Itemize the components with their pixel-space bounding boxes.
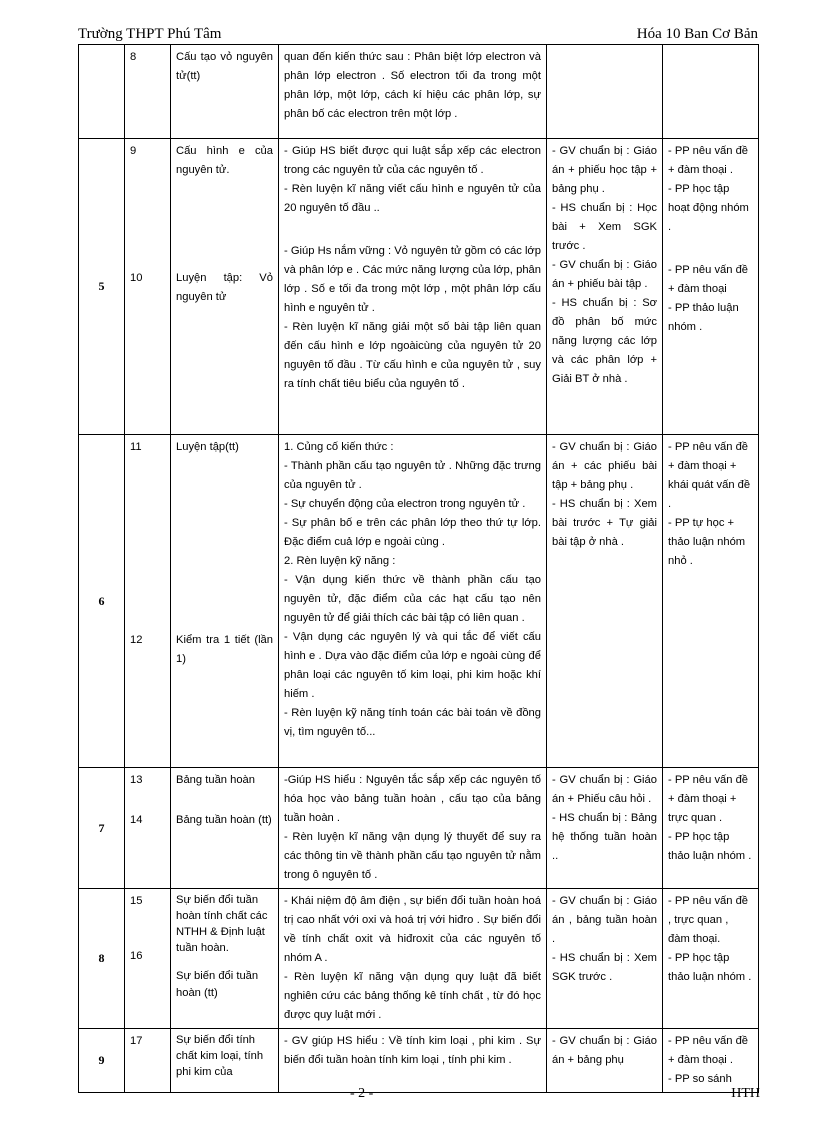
lesson-prep <box>547 1029 663 1093</box>
lesson-topic: Sự biến đổi tuần hoàn (tt) <box>176 970 259 999</box>
prep-line: - HS chuẩn bị : Xem bài trước + Tự giải bài tập ở nhà . <box>552 498 657 548</box>
lesson-prep <box>547 889 663 1029</box>
lesson-topic: Bảng tuần hoàn (tt) <box>176 814 272 826</box>
header-subject: Hóa 10 Ban Cơ Bản <box>636 26 758 42</box>
lesson-methods <box>663 1029 759 1093</box>
lesson-number: 14 <box>130 814 143 826</box>
week-number: 9 <box>79 1029 125 1093</box>
lesson-goals <box>279 1029 547 1093</box>
prep-line: - GV chuẩn bị : Giáo án + Phiếu câu hỏi . <box>552 774 657 805</box>
lesson-topic: Bảng tuần hoàn <box>176 774 256 786</box>
method-line: - PP nêu vấn đề + đàm thoại + trực quan . <box>668 774 749 824</box>
page-number: - 2 - <box>350 1086 374 1101</box>
week-number: 8 <box>79 889 125 1029</box>
method-line: - PP nêu vấn đề + đàm thoại + khái quát vấn đề . <box>668 441 751 510</box>
footer-author: HTH <box>731 1086 760 1101</box>
lesson-goals <box>279 435 547 768</box>
prep-line: - HS chuẩn bị : Xem SGK trước . <box>552 952 657 983</box>
goal-line: - Khái niệm độ âm điện , sự biến đổi tuần hoàn hoá trị cao nhất với oxi và hoá trị với hiđro . Sự biến đổi về tính chất oxit và hiđroxit của các nguyên tố nhóm A . <box>284 895 541 964</box>
week-cell <box>79 45 125 139</box>
table-row <box>79 435 759 768</box>
goal-line: - GV giúp HS hiểu : Về tính kim loại , phi kim . Sự biến đổi tuần hoàn tính kim loại , tính phi kim . <box>284 1035 541 1066</box>
goal-line: - Rèn luyện kỹ năng tính toán các bài toán về đồng vị, tìm nguyên tố... <box>284 707 541 738</box>
week-number: 7 <box>79 768 125 889</box>
lesson-plan-table <box>78 44 759 1093</box>
lesson-topic: Sự biến đổi tuần hoàn tính chất các NTHH & Định luật tuần hoàn. <box>176 894 268 954</box>
lesson-topic-cell <box>171 435 279 768</box>
lesson-methods <box>663 889 759 1029</box>
prep-line: - GV chuẩn bị : Giáo án , bảng tuần hoàn . <box>552 895 657 945</box>
table-row <box>79 45 759 139</box>
lesson-prep <box>547 768 663 889</box>
lesson-number: 9 <box>130 145 137 157</box>
method-line: - PP tự học + thảo luận nhóm nhỏ . <box>668 517 746 567</box>
goal-line: - Vận dụng kiến thức về thành phần cấu tạo nguyên tử, đặc điểm của các hạt cấu tạo nên nguyên tử để giải thích các bài tập có liên quan . <box>284 574 541 624</box>
lesson-prep <box>547 45 663 139</box>
goal-line: - Sự chuyển động của electron trong nguyên tử . <box>284 498 526 510</box>
prep-line: - GV chuẩn bị : Giáo án + bảng phụ <box>552 1035 657 1066</box>
goal-line: -Giúp HS hiểu : Nguyên tắc sắp xếp các nguyên tố hóa học vào bảng tuần hoàn , cấu tạo của bảng tuần hoàn . <box>284 774 541 824</box>
lesson-topic: Luyện tập: Vỏ nguyên tử <box>176 272 273 303</box>
goal-line: - Rèn luyện kĩ năng vận dụng quy luật đã biết nghiên cứu các bảng thống kê tính chất , từ đó học được quy luật mới . <box>284 971 541 1021</box>
table-row <box>79 1029 759 1093</box>
lesson-number-cell <box>125 435 171 768</box>
prep-line: - GV chuẩn bị : Giáo án + phiếu bài tập . <box>552 259 657 290</box>
lesson-topic-cell <box>171 768 279 889</box>
prep-line: - HS chuẩn bị : Học bài + Xem SGK trước . <box>552 202 657 252</box>
lesson-topic-cell <box>171 139 279 435</box>
lesson-number: 10 <box>130 272 143 284</box>
lesson-methods <box>663 139 759 435</box>
lesson-prep <box>547 139 663 435</box>
lesson-goals <box>279 139 547 435</box>
lesson-number: 11 <box>130 441 142 453</box>
goal-line: 1. Củng cố kiến thức : <box>284 441 394 453</box>
lesson-number: 13 <box>130 774 143 786</box>
prep-line: - GV chuẩn bị : Giáo án + các phiếu bài tập + bảng phụ . <box>552 441 657 491</box>
lesson-number-cell <box>125 889 171 1029</box>
method-line: - PP học tập hoạt động nhóm . <box>668 183 749 233</box>
lesson-goals: quan đến kiến thức sau : Phân biệt lớp electron và phân lớp electron . Số electron tối đa trong một phân lớp, một lớp, cách kí hiệu các phân lớp, sự phân bố các electron trên một lớp . <box>279 45 547 139</box>
lesson-topic: Cấu tạo vỏ nguyên tử(tt) <box>171 45 279 139</box>
lesson-number: 16 <box>130 950 143 962</box>
method-line: - PP học tập thảo luận nhóm . <box>668 952 752 983</box>
table-row <box>79 139 759 435</box>
lesson-number: 17 <box>125 1029 171 1093</box>
table-row <box>79 889 759 1029</box>
goal-line: - Sự phân bố e trên các phân lớp theo thứ tự lớp. Đặc điểm cuả lớp e ngoài cùng . <box>284 517 541 548</box>
lesson-topic: Kiểm tra 1 tiết (lần 1) <box>176 634 273 665</box>
lesson-topic: Sự biến đổi tính chất kim loại, tính phi kim của <box>171 1029 279 1093</box>
lesson-prep <box>547 435 663 768</box>
lesson-topic-cell <box>171 889 279 1029</box>
goal-line: - Giúp HS biết được qui luật sắp xếp các electron trong các nguyên tử của các nguyên tố . <box>284 145 541 176</box>
method-line: - PP thảo luận nhóm . <box>668 302 739 333</box>
lesson-number-cell <box>125 139 171 435</box>
method-line: - PP so sánh <box>668 1073 732 1085</box>
prep-line: - HS chuẩn bị : Bảng hệ thống tuần hoàn .. <box>552 812 657 862</box>
lesson-methods <box>663 435 759 768</box>
method-line: - PP nêu vấn đề , trực quan , đàm thoại. <box>668 895 749 945</box>
lesson-number-cell <box>125 768 171 889</box>
goal-line: - Thành phần cấu tạo nguyên tử . Những đặc trưng của nguyên tử . <box>284 460 541 491</box>
header-school: Trường THPT Phú Tâm <box>78 26 222 42</box>
method-line: - PP nêu vấn đề + đàm thoại . <box>668 145 749 176</box>
prep-line: - GV chuẩn bị : Giáo án + phiếu học tập + bảng phụ . <box>552 145 657 195</box>
week-number: 5 <box>79 139 125 435</box>
lesson-topic: Cấu hình e của nguyên tử. <box>176 145 273 176</box>
method-line: - PP học tập thảo luận nhóm . <box>668 831 752 862</box>
lesson-methods <box>663 45 759 139</box>
lesson-number: 15 <box>130 895 143 907</box>
lesson-goals <box>279 768 547 889</box>
method-line: - PP nêu vấn đề + đàm thoại <box>668 264 749 295</box>
table-row <box>79 768 759 889</box>
lesson-topic: Luyện tập(tt) <box>176 441 239 453</box>
goal-line: 2. Rèn luyện kỹ năng : <box>284 555 396 567</box>
week-number: 6 <box>79 435 125 768</box>
goal-line: - Giúp Hs nắm vững : Vỏ nguyên tử gồm có các lớp và phân lớp e . Các mức năng lượng của lớp, phân lớp . Số e tối đa trong một lớp , một phân lớp cấu hình e nguyên tử . <box>284 245 541 314</box>
method-line: - PP nêu vấn đề + đàm thoại . <box>668 1035 749 1066</box>
lesson-number: 12 <box>130 634 143 646</box>
goal-line: - Vận dụng các nguyên lý và qui tắc để viết cấu hình e . Dựa vào đặc điểm của lớp e ngoài cùng để phân loại các nguyên tố kim loại, phi kim hoặc khí hiếm . <box>284 631 541 700</box>
lesson-number: 8 <box>125 45 171 139</box>
lesson-methods <box>663 768 759 889</box>
goal-line: - Rèn luyện kĩ năng vận dụng lý thuyết để suy ra các thông tin về thành phần cấu tạo nguyên tử nằm trong ô nguyên tố . <box>284 831 541 881</box>
goal-line: - Rèn luyện kĩ năng viết cấu hình e nguyên tử của 20 nguyên tố đầu .. <box>284 183 541 214</box>
lesson-goals <box>279 889 547 1029</box>
prep-line: - HS chuẩn bị : Sơ đồ phân bố mức năng lượng các lớp và các phân lớp + Giải BT ở nhà . <box>552 297 657 385</box>
goal-line: - Rèn luyện kĩ năng giải một số bài tập liên quan đến cấu hình e lớp ngoàicùng của nguyên tử 20 nguyên tố đầu . Từ cấu hình e của nguyên tử , suy ra tính chất tiêu biểu của nguyên tố . <box>284 321 541 390</box>
